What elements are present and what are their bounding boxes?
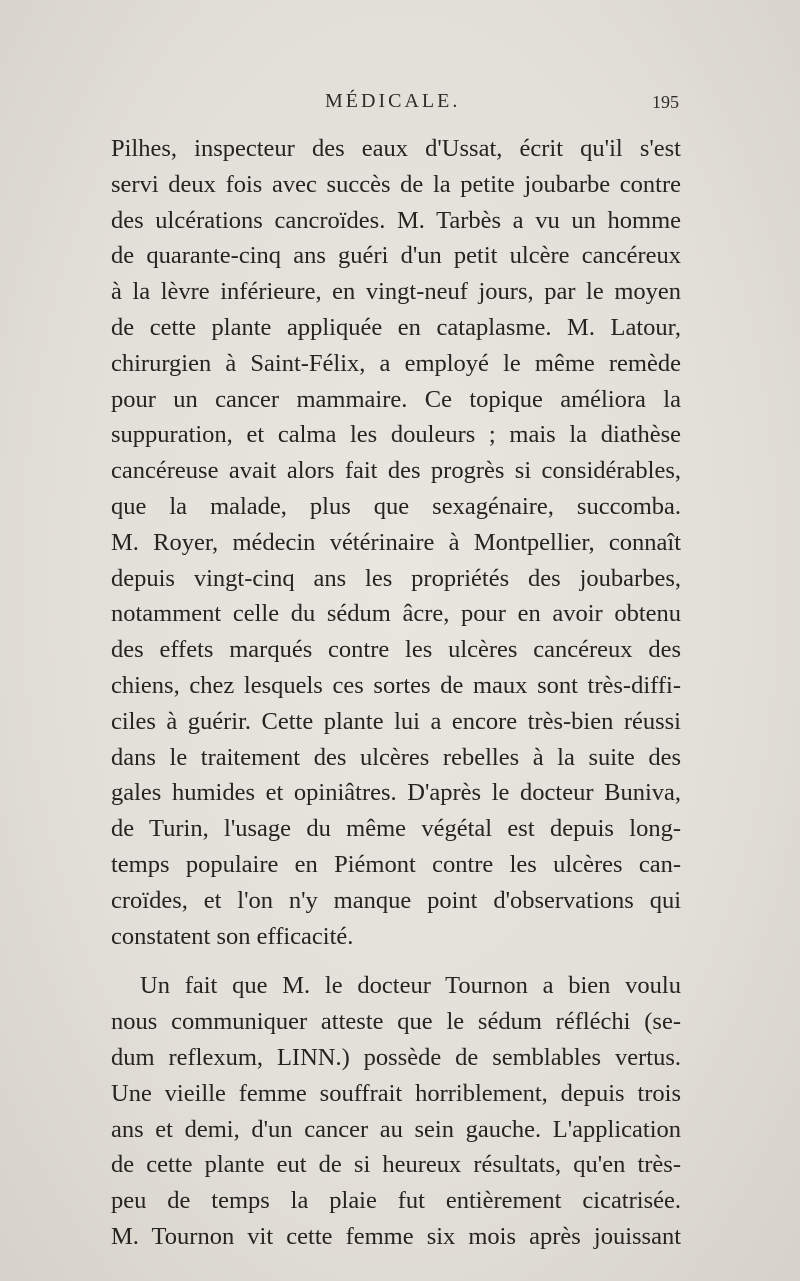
text-line: à la lèvre inférieure, en vingt-neuf jours, par le moyen (111, 278, 681, 306)
body-text (111, 131, 681, 1255)
text-line: nous communiquer atteste que le sédum réfléchi (se- (111, 1008, 681, 1036)
text-line: servi deux fois avec succès de la petite joubarbe contre (111, 170, 681, 198)
text-line: des ulcérations cancroïdes. M. Tarbès a vu un homme (111, 206, 681, 234)
text-line: pour un cancer mammaire. Ce topique améliora la (111, 385, 681, 413)
text-line: Pilhes, inspecteur des eaux d'Ussat, écrit qu'il s'est (111, 135, 681, 162)
text-line: cancéreuse avait alors fait des progrès si considérables, (111, 457, 681, 485)
text-line: de cette plante appliquée en cataplasme. M. Latour, (111, 313, 681, 341)
text-line: Un fait que M. le docteur Tournon a bien voulu (140, 972, 681, 1000)
text-line: de quarante-cinq ans guéri d'un petit ulcère cancéreux (111, 242, 681, 270)
text-line: dans le traitement des ulcères rebelles à la suite des (111, 743, 681, 771)
text-line: de cette plante eut de si heureux résultats, qu'en très- (111, 1151, 681, 1179)
paragraph-2 (111, 968, 681, 1254)
text-line: suppuration, et calma les douleurs ; mais la diathèse (111, 421, 681, 449)
text-line: constatent son efficacité. (111, 922, 354, 950)
text-line: gales humides et opiniâtres. D'après le docteur Buniva, (111, 779, 681, 807)
text-line: ans et demi, d'un cancer au sein gauche. L'application (111, 1115, 681, 1143)
paragraph-gap (111, 954, 681, 968)
text-line: de Turin, l'usage du même végétal est depuis long- (111, 815, 681, 843)
text-line: dum reflexum, LINN.) possède de semblables vertus. (111, 1043, 681, 1071)
text-line: chiens, chez lesquels ces sortes de maux sont très-diffi- (111, 671, 681, 699)
text-line: M. Royer, médecin vétérinaire à Montpellier, connaît (111, 528, 681, 556)
text-line: que la malade, plus que sexagénaire, succomba. (111, 492, 681, 520)
text-line: peu de temps la plaie fut entièrement cicatrisée. (111, 1187, 681, 1215)
running-title: MÉDICALE. (325, 90, 461, 112)
text-line: Une vieille femme souffrait horriblement, depuis trois (111, 1079, 681, 1107)
text-line: croïdes, et l'on n'y manque point d'observations qui (111, 886, 681, 914)
text-line: notamment celle du sédum âcre, pour en avoir obtenu (111, 600, 681, 628)
text-line: ciles à guérir. Cette plante lui a encore très-bien réussi (111, 707, 681, 735)
text-line: M. Tournon vit cette femme six mois après jouissant (111, 1222, 681, 1250)
text-line: temps populaire en Piémont contre les ulcères can- (111, 850, 681, 878)
page-number: 195 (652, 92, 679, 112)
text-line: chirurgien à Saint-Félix, a employé le même remède (111, 349, 681, 377)
paragraph-1 (111, 131, 681, 954)
text-line: des effets marqués contre les ulcères cancéreux des (111, 636, 681, 664)
text-line: depuis vingt-cinq ans les propriétés des joubarbes, (111, 564, 681, 592)
